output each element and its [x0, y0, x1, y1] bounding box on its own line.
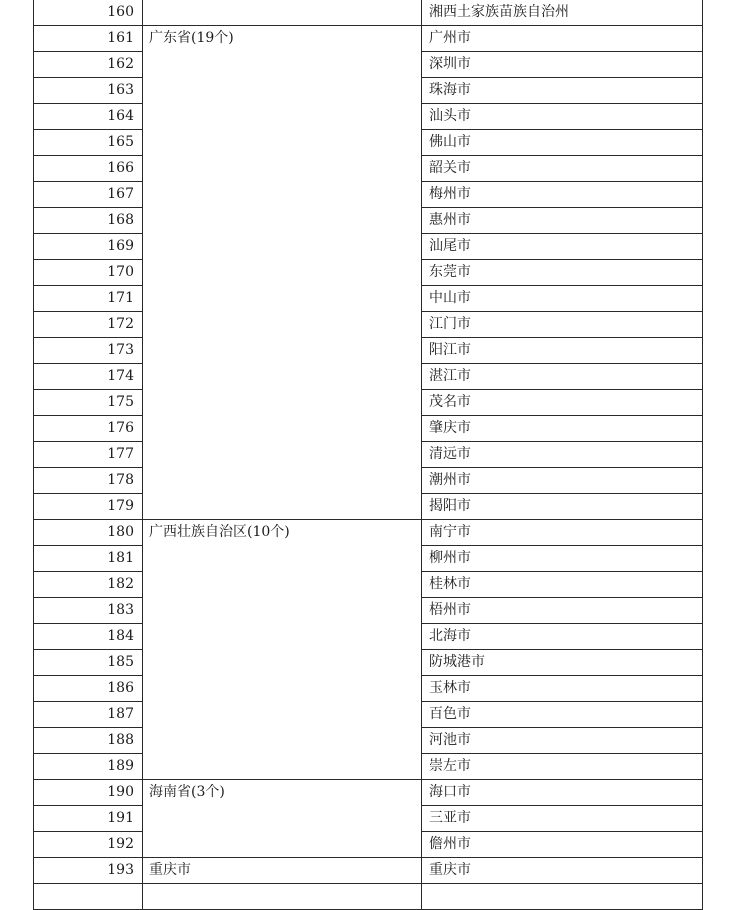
row-number: 164	[34, 104, 143, 130]
row-number: 192	[34, 832, 143, 858]
city-cell: 玉林市	[422, 676, 703, 702]
table-row	[34, 26, 703, 52]
city-cell: 茂名市	[422, 390, 703, 416]
city-cell: 河池市	[422, 728, 703, 754]
city-cell: 三亚市	[422, 806, 703, 832]
row-number: 173	[34, 338, 143, 364]
row-number	[34, 884, 143, 910]
table-row	[34, 520, 703, 546]
row-number: 178	[34, 468, 143, 494]
row-number: 187	[34, 702, 143, 728]
row-number: 177	[34, 442, 143, 468]
row-number: 174	[34, 364, 143, 390]
row-number: 181	[34, 546, 143, 572]
row-number: 171	[34, 286, 143, 312]
row-number: 166	[34, 156, 143, 182]
city-cell: 柳州市	[422, 546, 703, 572]
province-cell: 海南省(3个)	[143, 780, 422, 858]
row-number: 184	[34, 624, 143, 650]
row-number: 163	[34, 78, 143, 104]
city-cell: 潮州市	[422, 468, 703, 494]
province-cell: 重庆市	[143, 858, 422, 884]
city-list-table	[33, 0, 703, 910]
row-number: 182	[34, 572, 143, 598]
row-number: 167	[34, 182, 143, 208]
city-cell: 江门市	[422, 312, 703, 338]
row-number: 165	[34, 130, 143, 156]
province-cell	[143, 0, 422, 26]
row-number: 168	[34, 208, 143, 234]
row-number: 186	[34, 676, 143, 702]
province-cell: 广东省(19个)	[143, 26, 422, 520]
city-cell: 防城港市	[422, 650, 703, 676]
city-cell: 梅州市	[422, 182, 703, 208]
row-number: 183	[34, 598, 143, 624]
row-number: 190	[34, 780, 143, 806]
city-cell: 揭阳市	[422, 494, 703, 520]
row-number: 175	[34, 390, 143, 416]
table-row	[34, 0, 703, 26]
city-cell: 儋州市	[422, 832, 703, 858]
city-cell: 百色市	[422, 702, 703, 728]
city-cell: 惠州市	[422, 208, 703, 234]
row-number: 169	[34, 234, 143, 260]
city-cell: 梧州市	[422, 598, 703, 624]
row-number: 193	[34, 858, 143, 884]
table-row	[34, 858, 703, 884]
row-number: 188	[34, 728, 143, 754]
row-number: 189	[34, 754, 143, 780]
city-cell: 阳江市	[422, 338, 703, 364]
city-cell: 桂林市	[422, 572, 703, 598]
city-cell	[422, 884, 703, 910]
row-number: 162	[34, 52, 143, 78]
row-number: 160	[34, 0, 143, 26]
row-number: 176	[34, 416, 143, 442]
city-cell: 深圳市	[422, 52, 703, 78]
city-cell: 广州市	[422, 26, 703, 52]
row-number: 161	[34, 26, 143, 52]
city-cell: 汕尾市	[422, 234, 703, 260]
row-number: 170	[34, 260, 143, 286]
city-cell: 重庆市	[422, 858, 703, 884]
city-cell: 肇庆市	[422, 416, 703, 442]
city-cell: 湘西土家族苗族自治州	[422, 0, 703, 26]
province-cell: 广西壮族自治区(10个)	[143, 520, 422, 780]
city-cell: 崇左市	[422, 754, 703, 780]
city-cell: 海口市	[422, 780, 703, 806]
city-cell: 南宁市	[422, 520, 703, 546]
city-cell: 汕头市	[422, 104, 703, 130]
city-cell: 湛江市	[422, 364, 703, 390]
city-cell: 东莞市	[422, 260, 703, 286]
row-number: 179	[34, 494, 143, 520]
table-row	[34, 780, 703, 806]
row-number: 180	[34, 520, 143, 546]
city-cell: 中山市	[422, 286, 703, 312]
row-number: 185	[34, 650, 143, 676]
city-cell: 韶关市	[422, 156, 703, 182]
city-cell: 珠海市	[422, 78, 703, 104]
row-number: 191	[34, 806, 143, 832]
city-cell: 北海市	[422, 624, 703, 650]
city-cell: 清远市	[422, 442, 703, 468]
province-cell	[143, 884, 422, 910]
city-cell: 佛山市	[422, 130, 703, 156]
city-list-body	[34, 0, 703, 910]
row-number: 172	[34, 312, 143, 338]
table-row	[34, 884, 703, 910]
